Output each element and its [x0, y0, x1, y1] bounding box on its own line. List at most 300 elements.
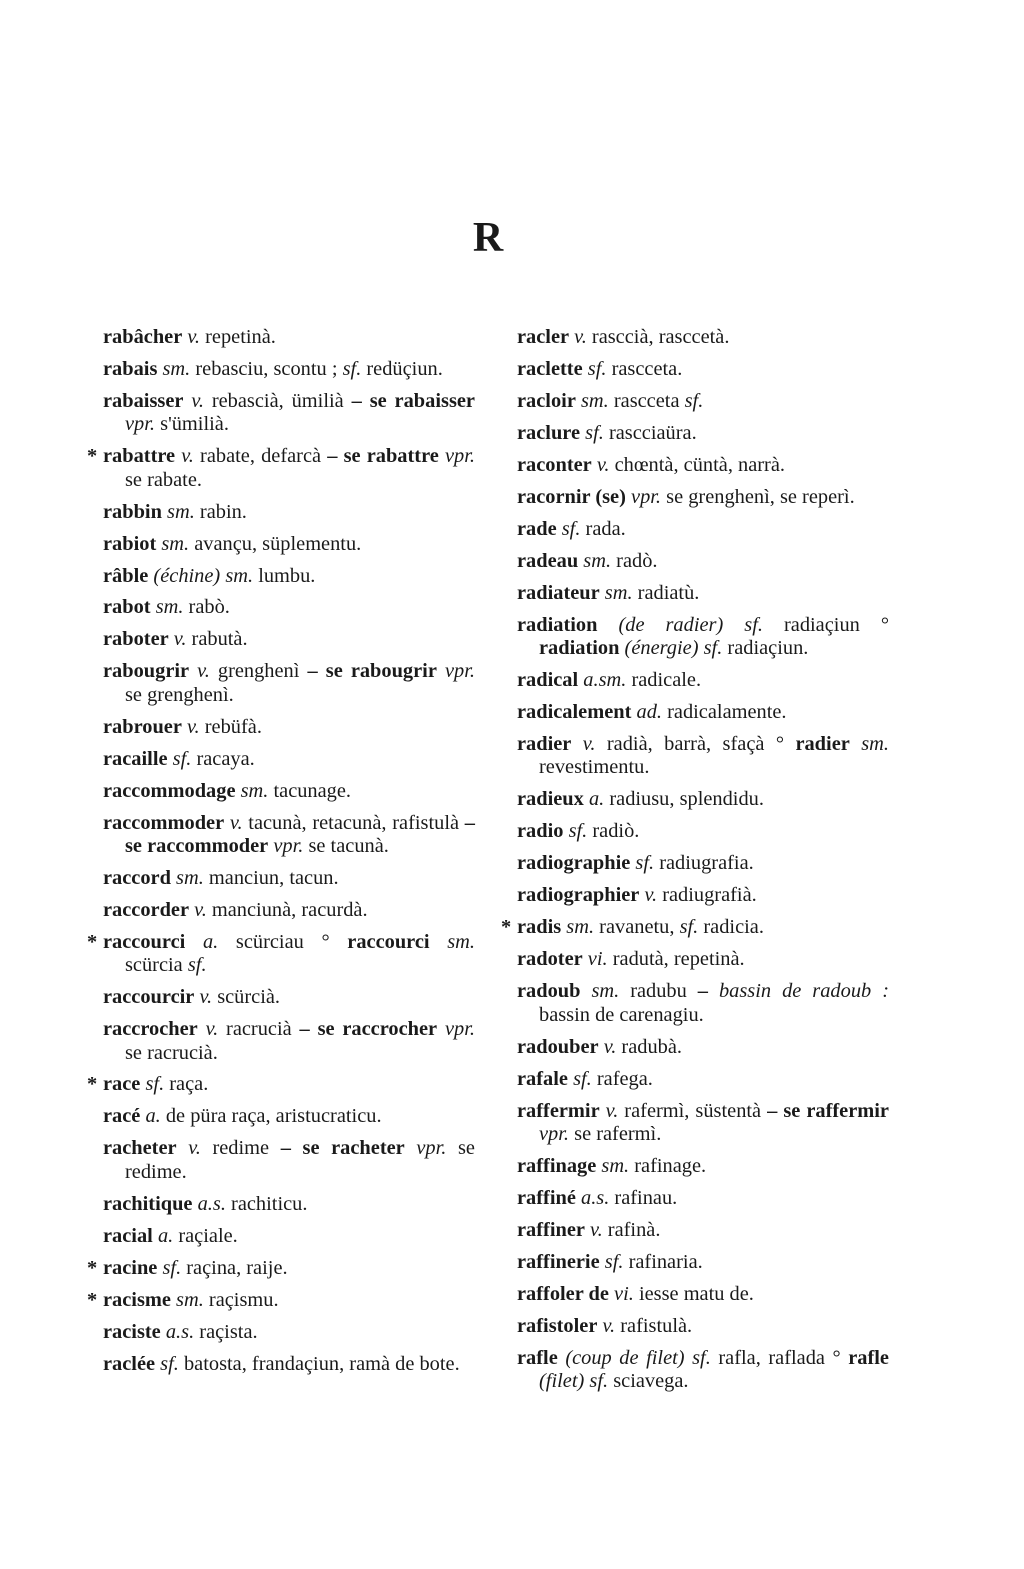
separator-dash: –	[351, 389, 362, 412]
translation-text: raçismu.	[203, 1288, 279, 1311]
translation-text: de püra raça, aristucraticu.	[160, 1105, 382, 1128]
grammar-tag: vpr.	[416, 1137, 447, 1160]
translation-text: rafinà.	[602, 1218, 661, 1241]
grammar-tag: v.	[187, 715, 200, 738]
translation-text: radiugrafià.	[657, 884, 757, 907]
translation-text: rabutà.	[186, 628, 248, 651]
grammar-tag: v.	[574, 326, 587, 348]
headword: rafle	[848, 1346, 889, 1369]
grammar-tag: a.	[202, 930, 219, 953]
separator-dash: –	[767, 1099, 778, 1122]
dictionary-entry	[517, 326, 889, 349]
grammar-tag: sf.	[703, 637, 723, 660]
headword: radiation	[517, 613, 598, 636]
headword: rabot	[103, 596, 151, 619]
dictionary-entry	[103, 1018, 475, 1065]
headword: radis	[517, 916, 562, 939]
dictionary-entry	[103, 1353, 475, 1376]
grammar-tag: sf.	[160, 1352, 179, 1375]
headword: raffermir	[517, 1099, 600, 1122]
grammar-tag: a.s.	[165, 1320, 195, 1343]
translation-text: raçina, raije.	[181, 1256, 288, 1279]
dictionary-entry	[517, 422, 889, 445]
headword: radiographier	[517, 884, 640, 907]
headword: se raccrocher	[317, 1018, 438, 1041]
grammar-tag: (de radier)	[618, 613, 724, 636]
headword: raciste	[103, 1320, 161, 1343]
right-column	[501, 326, 889, 1402]
headword: race	[103, 1073, 141, 1096]
dictionary-entry	[87, 930, 475, 978]
grammar-tag: vpr.	[539, 1122, 570, 1145]
dictionary-entry	[517, 1347, 889, 1394]
grammar-tag: v.	[590, 1218, 603, 1241]
translation-text: se racrucià.	[125, 1041, 218, 1064]
translation-text	[437, 660, 445, 682]
dictionary-entry	[517, 1068, 889, 1091]
translation-text: redüçiun.	[361, 357, 443, 380]
headword: raccommoder	[103, 811, 225, 834]
translation-text: revestimentu.	[539, 756, 650, 779]
grammar-tag: sf.	[573, 1067, 592, 1090]
grammar-tag: sf.	[744, 613, 763, 636]
grammar-tag: sf.	[568, 820, 588, 843]
translation-text: tacunage.	[268, 779, 352, 802]
headword: raclette	[517, 357, 583, 380]
headword: racornir (se)	[517, 485, 626, 508]
grammar-tag: (énergie)	[624, 637, 699, 660]
translation-text	[318, 660, 326, 682]
grammar-tag: sf.	[684, 389, 704, 412]
headword: rafle	[517, 1346, 558, 1369]
grammar-tag: vpr.	[273, 834, 304, 857]
grammar-tag: v.	[605, 1099, 619, 1122]
translation-text: scürcià.	[212, 986, 281, 1009]
headword: radoub	[517, 980, 581, 1003]
headword: radeau	[517, 549, 579, 572]
headword: raccommodage	[103, 779, 236, 802]
headword: raconter	[517, 453, 592, 476]
translation-text: rafega.	[591, 1067, 653, 1090]
dictionary-entry	[517, 390, 889, 413]
translation-text: radiatù.	[632, 581, 700, 604]
translation-text: se grenghenì.	[125, 683, 234, 706]
headword: râble	[103, 564, 149, 587]
grammar-tag: a.s.	[197, 1192, 226, 1215]
grammar-tag: sm.	[176, 1288, 204, 1311]
separator-dash: –	[299, 1018, 310, 1041]
dictionary-entry	[87, 1288, 475, 1312]
dictionary-entry	[517, 1219, 889, 1242]
translation-text: rebüfà.	[199, 715, 262, 738]
dictionary-entry	[517, 1036, 889, 1059]
grammar-tag: vpr.	[125, 413, 156, 436]
translation-text	[177, 1137, 189, 1159]
headword: rabiot	[103, 532, 157, 555]
grammar-tag: sm.	[591, 980, 620, 1003]
dictionary-entry	[103, 596, 475, 619]
dictionary-entry	[103, 899, 475, 922]
translation-text: radubà.	[616, 1035, 683, 1058]
dictionary-entry	[517, 582, 889, 605]
common-word-asterisk: *	[87, 1288, 98, 1311]
headword: radouber	[517, 1035, 599, 1058]
headword: radoter	[517, 948, 583, 971]
grammar-tag: v.	[603, 1035, 617, 1058]
translation-text: radò.	[611, 549, 658, 572]
dictionary-entry	[103, 358, 475, 381]
grammar-tag: v.	[596, 453, 610, 476]
grammar-tag: sf.	[162, 1256, 182, 1279]
headword: rafistoler	[517, 1314, 598, 1337]
grammar-tag: (échine)	[153, 564, 221, 587]
translation-text: rafistulà.	[615, 1314, 693, 1337]
grammar-tag: v.	[173, 628, 187, 651]
dictionary-entry	[501, 916, 889, 939]
headword: racial	[103, 1224, 153, 1247]
grammar-tag: sm.	[580, 389, 609, 412]
headword: se rabaisser	[369, 389, 475, 412]
headword: se rabougrir	[325, 660, 437, 683]
headword: raffiné	[517, 1186, 576, 1209]
grammar-tag: vpr.	[444, 1018, 475, 1041]
dictionary-entry	[103, 326, 475, 349]
translation-text: radicia.	[698, 916, 764, 939]
translation-text: rafermì, süstentà	[618, 1099, 768, 1122]
headword: rabattre	[103, 445, 176, 468]
headword: se raccommoder	[125, 834, 269, 857]
grammar-tag: (coup de filet)	[565, 1346, 685, 1369]
dictionary-entry	[103, 748, 475, 771]
translation-text: se rafermì.	[569, 1122, 662, 1145]
headword: rabougrir	[103, 660, 190, 683]
translation-text: radiugrafia.	[654, 852, 754, 875]
dictionary-entry	[103, 1225, 475, 1248]
translation-text: tacunà, retacunà, rafistulà	[242, 811, 465, 834]
grammar-tag: sf.	[635, 852, 655, 875]
dictionary-entry	[517, 820, 889, 843]
dictionary-entry	[103, 1193, 475, 1216]
grammar-tag: vpr.	[444, 445, 475, 468]
grammar-tag: v.	[229, 811, 243, 834]
translation-text: radubu	[619, 980, 698, 1003]
grammar-tag: vpr.	[444, 660, 476, 683]
translation-text	[291, 1137, 303, 1159]
headword: raclure	[517, 421, 581, 444]
headword: rabais	[103, 357, 158, 380]
headword: radier	[795, 733, 850, 756]
common-word-asterisk: *	[87, 1256, 98, 1279]
translation-text: rafinage.	[629, 1154, 707, 1177]
headword: raclée	[103, 1352, 156, 1375]
headword: radier	[517, 733, 572, 756]
grammar-tag: v.	[191, 389, 204, 412]
dictionary-entry	[103, 1105, 475, 1128]
translation-text	[185, 931, 203, 953]
translation-text	[362, 390, 370, 412]
headword: se racheter	[302, 1137, 405, 1160]
grammar-tag: sf.	[561, 517, 581, 540]
dictionary-entry	[103, 501, 475, 524]
translation-text: radicalamente.	[662, 701, 787, 724]
translation-text: sciavega.	[608, 1370, 689, 1393]
grammar-tag: sm.	[447, 930, 475, 953]
dictionary-entry	[517, 614, 889, 661]
translation-text: se grenghenì, se reperì.	[661, 485, 855, 508]
separator-dash: –	[327, 445, 338, 468]
grammar-tag: v.	[194, 898, 207, 921]
dictionary-entry	[103, 986, 475, 1009]
grammar-tag: (filet)	[539, 1370, 585, 1393]
translation-text: lumbu.	[253, 564, 316, 587]
grammar-tag: sf.	[587, 357, 607, 380]
translation-text: racaya.	[191, 747, 255, 770]
dictionary-entry	[517, 486, 889, 509]
common-word-asterisk: *	[501, 916, 512, 939]
headword: raffinage	[517, 1154, 597, 1177]
dictionary-entry	[517, 884, 889, 907]
translation-text: chœntà, cüntà, narrà.	[609, 453, 785, 476]
headword: raccorder	[103, 898, 190, 921]
dictionary-entry	[103, 390, 475, 437]
grammar-tag: sm.	[604, 581, 633, 604]
grammar-tag: sf.	[187, 954, 207, 977]
dictionary-entry	[517, 454, 889, 477]
grammar-tag: a.	[157, 1224, 174, 1247]
headword: raffoler de	[517, 1282, 609, 1305]
translation-text	[685, 1347, 693, 1369]
dictionary-entry	[103, 533, 475, 556]
dictionary-entry	[103, 780, 475, 803]
headword: se rabattre	[343, 445, 439, 468]
dictionary-entry	[87, 1256, 475, 1280]
translation-text: manciunà, racurdà.	[206, 898, 368, 921]
translation-text: scürciau °	[218, 930, 348, 953]
separator-dash: –	[697, 980, 708, 1003]
grammar-tag: sm.	[167, 500, 195, 523]
headword: raffiner	[517, 1218, 585, 1241]
dictionary-entry	[517, 1100, 889, 1147]
dictionary-entry	[103, 867, 475, 890]
dictionary-entry	[103, 812, 475, 859]
translation-text: rascciaüra.	[603, 421, 697, 444]
headword: racheter	[103, 1137, 177, 1160]
translation-text: radicale.	[626, 669, 702, 692]
grammar-tag: ad.	[636, 701, 662, 724]
headword: rafale	[517, 1067, 568, 1090]
dictionary-entry	[517, 980, 889, 1027]
headword: racaille	[103, 747, 168, 770]
headword: rachitique	[103, 1192, 193, 1215]
translation-text: grenghenì	[209, 660, 308, 683]
translation-text	[597, 614, 618, 636]
common-word-asterisk: *	[87, 930, 98, 953]
translation-text: raça.	[164, 1073, 209, 1096]
common-word-asterisk: *	[87, 1073, 98, 1096]
dictionary-entry	[517, 733, 889, 780]
translation-text	[708, 980, 719, 1002]
dictionary-entry	[103, 565, 475, 588]
translation-text: rafinaria.	[623, 1250, 703, 1273]
dictionary-entry	[517, 550, 889, 573]
headword: radiateur	[517, 581, 600, 604]
separator-dash: –	[307, 660, 318, 683]
headword: rabbin	[103, 500, 162, 523]
grammar-tag: a.s.	[581, 1186, 610, 1209]
translation-text: radiusu, splendidu.	[604, 788, 764, 811]
headword: raccourcir	[103, 986, 195, 1009]
translation-text: ravanetu,	[594, 916, 680, 939]
translation-text: rascceta.	[606, 357, 683, 380]
separator-dash: –	[464, 811, 475, 834]
dictionary-entry	[517, 788, 889, 811]
grammar-tag: sm.	[566, 916, 595, 939]
translation-text: se rabate.	[125, 468, 202, 491]
headword: radical	[517, 669, 579, 692]
grammar-tag: a.	[145, 1105, 161, 1128]
left-column	[87, 326, 476, 1385]
headword: racisme	[103, 1288, 171, 1311]
translation-text	[198, 1018, 206, 1040]
translation-text: repetinà.	[200, 326, 276, 348]
dictionary-entry	[103, 1321, 475, 1344]
translation-text: rebasciu, scontu ;	[190, 357, 343, 380]
grammar-tag: sf.	[172, 747, 192, 770]
translation-text: iesse matu de.	[633, 1282, 754, 1305]
headword: se raffermir	[783, 1099, 889, 1122]
grammar-tag: sf.	[342, 357, 362, 380]
grammar-tag: sm.	[861, 733, 889, 756]
dictionary-entry	[103, 628, 475, 651]
translation-text: avançu, süplementu.	[189, 532, 362, 555]
grammar-tag: sm.	[583, 549, 612, 572]
translation-text: rabò.	[183, 596, 230, 619]
grammar-tag: a.	[588, 788, 605, 811]
dictionary-entry	[517, 701, 889, 724]
headword: rade	[517, 517, 557, 540]
dictionary-entry	[517, 1187, 889, 1210]
grammar-tag: vi.	[614, 1282, 634, 1305]
headword: racloir	[517, 389, 576, 412]
translation-text: rabate, defarcà	[193, 445, 328, 468]
grammar-tag: sm.	[161, 532, 190, 555]
headword: raffinerie	[517, 1250, 600, 1273]
grammar-tag: v.	[644, 884, 658, 907]
grammar-tag: sm.	[225, 564, 254, 587]
translation-text: radutà, repetinà.	[607, 948, 745, 971]
headword: raccrocher	[103, 1018, 198, 1041]
headword: racine	[103, 1256, 158, 1279]
headword: racler	[517, 326, 570, 348]
translation-text	[850, 733, 861, 755]
headword: raccourci	[347, 930, 430, 953]
translation-text: rafinau.	[609, 1186, 678, 1209]
grammar-tag: sm.	[162, 357, 191, 380]
grammar-tag: v.	[187, 326, 201, 348]
grammar-tag: bassin de radoub :	[718, 980, 889, 1003]
translation-text	[580, 980, 591, 1002]
dictionary-entry	[517, 852, 889, 875]
dictionary-entry	[517, 358, 889, 381]
translation-text	[405, 1137, 417, 1159]
translation-text: batosta, frandaçiun, ramà de bote.	[178, 1352, 460, 1375]
translation-text: rebascià, ümilià	[203, 389, 352, 412]
headword: radicalement	[517, 701, 632, 724]
translation-text: raçiale.	[173, 1224, 238, 1247]
translation-text: rafla, raflada °	[710, 1346, 849, 1369]
translation-text: radià, barrà, sfaçà °	[595, 733, 796, 756]
grammar-tag: v.	[205, 1018, 219, 1041]
headword: radiographie	[517, 852, 631, 875]
grammar-tag: v.	[181, 445, 194, 468]
translation-text: scürcia	[125, 954, 188, 977]
translation-text: se redime.	[125, 1137, 475, 1183]
translation-text: raçista.	[194, 1320, 258, 1343]
dictionary-entry	[517, 1155, 889, 1178]
translation-text: redime	[200, 1137, 281, 1160]
translation-text: rachiticu.	[225, 1192, 308, 1215]
headword: racé	[103, 1105, 141, 1128]
translation-text: radiaçiun °	[762, 613, 889, 636]
translation-text: manciun, tacun.	[203, 866, 339, 889]
translation-text: rada.	[580, 517, 626, 540]
translation-text: racrucià	[218, 1018, 300, 1041]
grammar-tag: v.	[197, 660, 210, 683]
grammar-tag: v.	[602, 1314, 616, 1337]
dictionary-entry	[87, 445, 475, 492]
dictionary-entry	[517, 948, 889, 971]
headword: raccord	[103, 866, 171, 889]
dictionary-entry	[103, 1137, 475, 1184]
dictionary-entry	[87, 1073, 475, 1096]
dictionary-entry	[517, 1251, 889, 1274]
separator-dash: –	[280, 1137, 291, 1160]
headword: raboter	[103, 628, 169, 651]
grammar-tag: vpr.	[631, 485, 662, 508]
grammar-tag: sf.	[679, 916, 699, 939]
grammar-tag: sm.	[601, 1154, 630, 1177]
dictionary-entry	[517, 1283, 889, 1306]
headword: raccourci	[103, 930, 186, 953]
grammar-tag: sm.	[155, 596, 184, 619]
grammar-tag: v.	[188, 1137, 201, 1160]
common-word-asterisk: *	[87, 445, 98, 468]
grammar-tag: sf.	[604, 1250, 624, 1273]
translation-text: se tacunà.	[303, 834, 389, 857]
headword: rabrouer	[103, 715, 182, 738]
translation-text: rabin.	[194, 500, 247, 523]
headword: radieux	[517, 788, 584, 811]
headword: rabâcher	[103, 326, 183, 348]
grammar-tag: vi.	[587, 948, 608, 971]
grammar-tag: v.	[582, 733, 596, 756]
grammar-tag: sf.	[589, 1370, 609, 1393]
translation-text	[189, 660, 197, 682]
translation-text	[430, 931, 448, 953]
grammar-tag: sm.	[240, 779, 269, 802]
dictionary-entry	[517, 669, 889, 692]
dictionary-entry	[517, 518, 889, 541]
translation-text: s'ümilià.	[155, 413, 229, 436]
translation-text: radiò.	[587, 820, 640, 843]
headword: radiation	[539, 637, 620, 660]
dictionary-entry	[103, 660, 475, 707]
translation-text: rascceta	[608, 389, 685, 412]
headword: rabaisser	[103, 389, 184, 412]
grammar-tag: sf.	[692, 1346, 711, 1369]
translation-text: rasccià, rasccetà.	[586, 326, 730, 348]
grammar-tag: sm.	[176, 866, 204, 889]
